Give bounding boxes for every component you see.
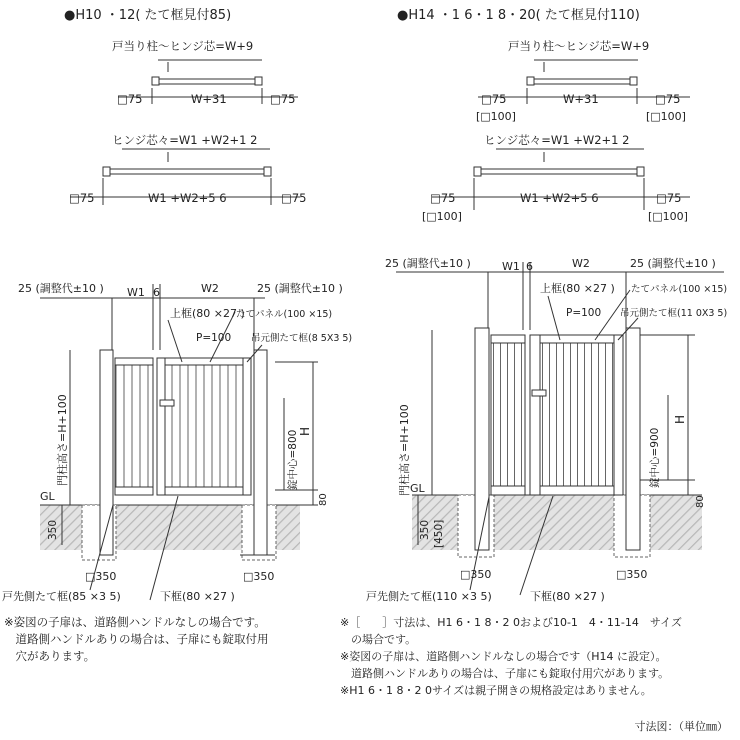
notes-left: [4, 614, 269, 665]
right-gl: GL: [410, 482, 425, 495]
right-mid1: W+31: [563, 92, 599, 106]
right-h: H: [673, 414, 687, 424]
unit-note: 寸法図：（単位㎜）: [634, 720, 728, 733]
left-panel: たてパネル(100 ×15): [236, 309, 333, 320]
right-hanging: 吊元側たて框(11 0X3 5): [620, 308, 728, 319]
note-line: 道路側ハンドルありの場合は、子扉にも錠取付用: [4, 632, 269, 646]
left-post-r: □75: [270, 92, 296, 106]
right-pitch: P=100: [566, 307, 602, 319]
right-top2: ヒンジ芯々=W1 +W2+1 2: [484, 133, 630, 147]
right-eighty: 80: [695, 495, 706, 508]
left-eighty: 80: [318, 493, 329, 506]
left-top2: ヒンジ芯々=W1 +W2+1 2: [112, 133, 258, 147]
right-w1: W1: [502, 260, 520, 273]
right-panel: たてパネル(100 ×15): [631, 284, 728, 295]
left-pitch: P=100: [196, 332, 232, 344]
left-found-r: □350: [243, 570, 275, 583]
note-line: 穴があります。: [4, 649, 96, 663]
left-w2: W2: [201, 282, 219, 295]
right-post-l-alt: [□100]: [476, 110, 516, 123]
right-w2: W2: [572, 257, 590, 270]
left-mid2: W1 +W2+5 6: [148, 191, 227, 205]
right-found-r: □350: [616, 568, 648, 581]
right-post-r: □75: [655, 92, 681, 106]
left-lock-center: 錠中心=800: [287, 429, 299, 490]
left-top1: 戸当り柱〜ヒンジ芯=W+9: [112, 39, 254, 53]
left-post2-r: □75: [281, 191, 307, 205]
note-line: ※［ ］寸法は、H1 6・1 8・2 0および10-1 4・11-14 サイズ: [340, 616, 683, 629]
left-post2-l: □75: [69, 191, 95, 205]
left-depth: 350: [47, 519, 59, 540]
left-adj-r: 25 (調整代±10 ): [257, 282, 343, 295]
right-post-height: 門柱高さ=H+100: [398, 404, 411, 496]
left-post-height: 門柱高さ=H+100: [56, 394, 69, 486]
note-line: ※H1 6・1 8・2 0サイズは親子開きの規格設定はありません。: [340, 684, 652, 697]
right-lower-frame: 下框(80 ×27 ): [530, 590, 605, 603]
left-h: H: [298, 426, 312, 436]
right-door-stile: 戸先側たて框(110 ×3 5): [366, 590, 492, 603]
right-post2-r-alt: [□100]: [648, 210, 688, 223]
left-header: ●H10 ・12( たて框見付85): [64, 8, 232, 23]
left-post-l: □75: [117, 92, 143, 106]
left-gl: GL: [40, 490, 55, 503]
right-upper-frame: 上框(80 ×27 ): [540, 282, 615, 295]
note-line: 道路側ハンドルありの場合は、子扉にも錠取付用穴があります。: [340, 667, 670, 680]
left-found-l: □350: [85, 570, 117, 583]
right-mid2: W1 +W2+5 6: [520, 191, 599, 205]
right-six: 6: [526, 260, 533, 273]
right-post2-l-alt: [□100]: [422, 210, 462, 223]
left-door-stile: 戸先側たて框(85 ×3 5): [2, 590, 121, 603]
left-six: 6: [153, 286, 160, 299]
right-top1: 戸当り柱〜ヒンジ芯=W+9: [508, 39, 650, 53]
left-hanging: 吊元側たて框(8 5X3 5): [251, 333, 353, 344]
right-adj-r: 25 (調整代±10 ): [630, 257, 716, 270]
note-line: ※姿図の子扉は、道路側ハンドルなしの場合です（H14 に設定）。: [340, 650, 667, 663]
right-depth: 350: [419, 519, 431, 540]
left-upper-frame: 上框(80 ×27 ): [170, 307, 245, 320]
right-found-l: □350: [460, 568, 492, 581]
right-post-r-alt: [□100]: [646, 110, 686, 123]
left-adj-l: 25 (調整代±10 ): [18, 282, 104, 295]
right-post-l: □75: [481, 92, 507, 106]
right-depth-alt: [450]: [433, 519, 445, 548]
right-post2-r: □75: [656, 191, 682, 205]
right-post2-l: □75: [430, 191, 456, 205]
note-line: ※姿図の子扉は、道路側ハンドルなしの場合です。: [4, 615, 266, 629]
note-line: の場合です。: [340, 633, 417, 646]
left-mid1: W+31: [191, 92, 227, 106]
left-w1: W1: [127, 286, 145, 299]
notes-right: [340, 614, 682, 699]
left-lower-frame: 下框(80 ×27 ): [160, 590, 235, 603]
right-adj-l: 25 (調整代±10 ): [385, 257, 471, 270]
right-lock-center: 錠中心=900: [649, 427, 661, 488]
right-header: ●H14 ・1 6・1 8・20( たて框見付110): [397, 8, 640, 23]
